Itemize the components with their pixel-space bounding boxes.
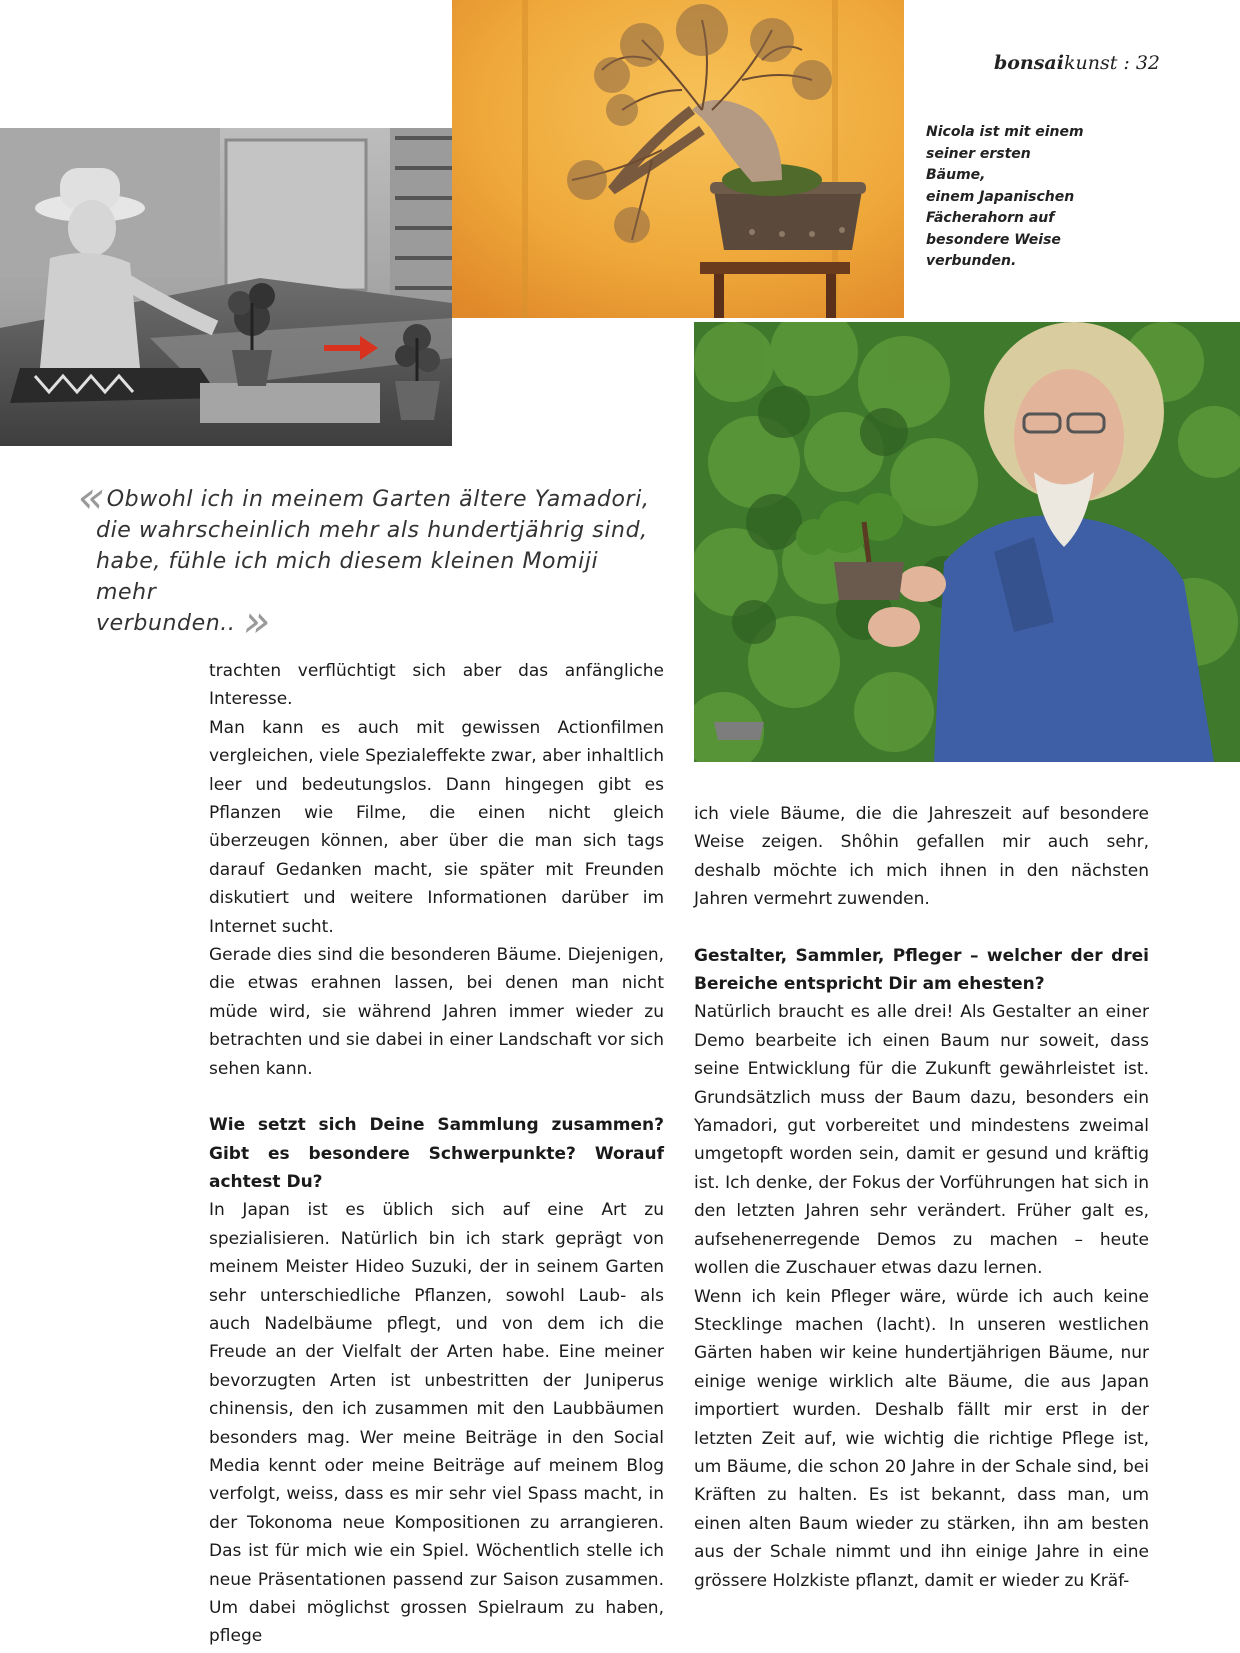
- quote-line: die wahrscheinlich mehr als hundertjährig sind,: [96, 518, 648, 543]
- caption-line: verbunden.: [926, 253, 1017, 269]
- bonsai-photo: [452, 0, 904, 318]
- paragraph: Man kann es auch mit gewissen Actionfilmen vergleichen, viele Spezialeffekte zwar, aber inhaltlich leer und bedeutungslos. Dann hingegen gibt es Pflanzen wie Filme, die einen nicht gleich überzeugen können, aber über die man sich tags darauf Gedanken macht, sie später mit Freunden diskutiert und weitere Informationen darüber im Internet sucht.: [209, 717, 664, 937]
- caption-line: Nicola ist mit einem: [926, 124, 1084, 140]
- paragraph: Gerade dies sind die besonderen Bäume. Diejenigen, die etwas erahnen lassen, bei denen man nicht müde wird, sie während Jahren immer wieder zu betrachten und sie dabei in einer Landschaft vor sich sehen kann.: [209, 945, 664, 1079]
- caption-line: Fächerahorn auf: [926, 210, 1055, 226]
- paragraph: trachten verflüchtigt sich aber das anfängliche Interesse.: [209, 661, 664, 710]
- bw-photo: [0, 128, 452, 446]
- quote-line: verbunden.. »: [96, 596, 265, 647]
- page-number: 32: [1135, 52, 1160, 74]
- paragraph: ich viele Bäume, die die Jahreszeit auf besondere Weise zeigen. Shôhin gefallen mir auch sehr, deshalb möchte ich mich ihnen in den nächsten Jahren vermehrt zuwenden.: [694, 804, 1149, 910]
- caption-line: besondere Weise: [926, 231, 1061, 248]
- paragraph: In Japan ist es üblich sich auf eine Art zu spezialisieren. Natürlich bin ich stark geprägt von meinem Meister Hideo Suzuki, der in seinem Garten sehr unterschiedliche Pflanzen, sowohl Laub- als auch Nadelbäume pflegt, und von dem ich die Freude an der Vielfalt der Arten habe. Eine meiner bevorzugten Arten ist unbestritten der Juniperus chinensis, den ich zusammen mit den Laubbäumen besonders mag. Wer meine Beiträge in den Social Media kennt oder meine Beiträge auf meinem Blog verfolgt, weiss, dass es mir sehr viel Spass macht, in der Tokonoma neue Kompositionen zu arrangieren. Das ist für mich wie ein Spiel. Wöchentlich stelle ich neue Präsentationen passend zur Saison zusammen. Um dabei möglichst grossen Spielraum zu haben, pflege: [209, 1200, 664, 1647]
- pull-quote: [78, 472, 658, 647]
- caption-line: seiner ersten Bäume,: [926, 145, 1031, 183]
- interview-question: Wie setzt sich Deine Sammlung zusammen? Gibt es besondere Schwerpunkte? Worauf achtest Du?: [209, 1115, 664, 1192]
- left-text-column: [209, 657, 664, 1651]
- page-header: [960, 52, 1160, 74]
- brand-rest: kunst: [1063, 52, 1118, 74]
- header-separator: :: [1117, 52, 1136, 74]
- closing-quote-mark: »: [243, 596, 265, 647]
- brand-bold: bonsai: [993, 52, 1064, 74]
- caption-line: einem Japanischen: [926, 188, 1075, 205]
- paragraph: Wenn ich kein Pfleger wäre, würde ich auch keine Stecklinge machen (lacht). In unseren westlichen Gärten haben wir keine hundertjährigen Bäume, nur einige wenige wirklich alte Bäume, die aus Japan importiert wurden. Deshalb fällt mir erst in der letzten Zeit auf, wie wichtig die richtige Pflege ist, um Bäume, die schon 20 Jahre in der Schale sind, bei Kräften zu halten. Es ist bekannt, dass man, um einen alten Baum wieder zu stärken, ihn am besten aus der Schale nimmt und ihn einige Jahre in eine grössere Holzkiste pflanzt, damit er wieder zu Kräf-: [694, 1286, 1149, 1591]
- photo-caption: [926, 122, 1086, 273]
- interview-question: Gestalter, Sammler, Pfleger – welcher der drei Bereiche entspricht Dir am ehesten?: [694, 945, 1149, 995]
- quote-line: « Obwohl ich in meinem Garten ältere Yamadori,: [78, 472, 650, 523]
- opening-quote-mark: «: [78, 472, 100, 523]
- quote-line: habe, fühle ich mich diesem kleinen Momiji mehr: [96, 549, 599, 605]
- portrait-photo: [694, 322, 1240, 762]
- paragraph: Natürlich braucht es alle drei! Als Gestalter an einer Demo bearbeite ich einen Baum nur soweit, dass seine Entwicklung für die Zukunft gewährleistet ist. Grundsätzlich muss der Baum dazu, besonders ein Yamadori, gut vorbereitet und mindestens zweimal umgetopft worden sein, damit er gesund und kräftig ist. Ich denke, der Fokus der Vorführungen hat sich in den letzten Jahren sehr verändert. Früher galt es, aufsehenerregende Demos zu machen – heute wollen die Zuschauer etwas dazu lernen.: [694, 1002, 1149, 1279]
- right-text-column: [694, 800, 1149, 1595]
